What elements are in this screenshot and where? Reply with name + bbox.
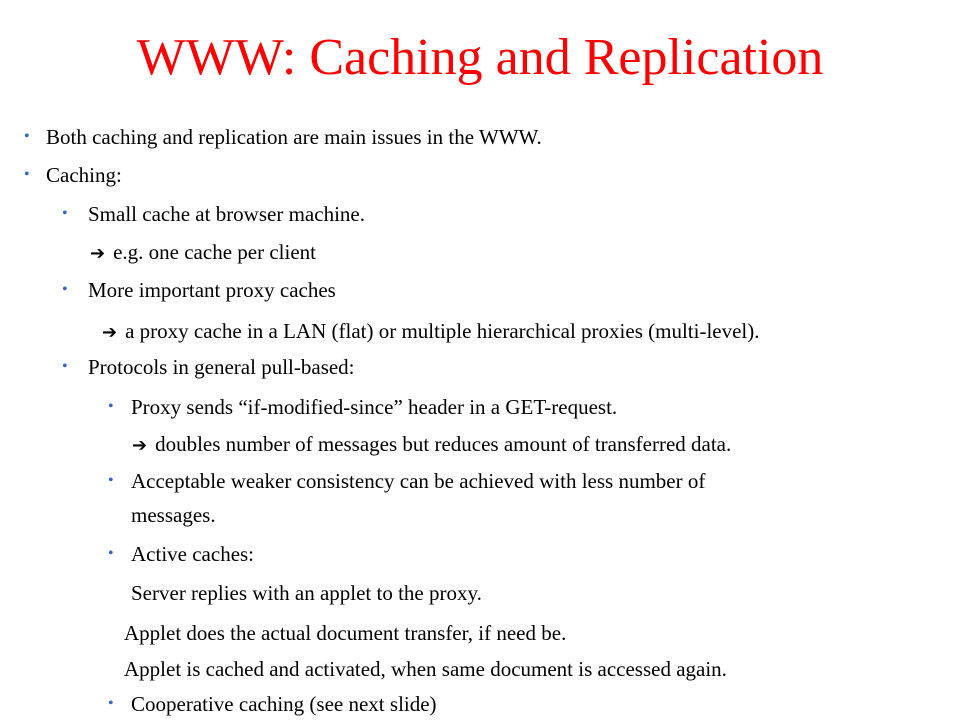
bullet-text: Protocols in general pull-based: <box>88 355 355 379</box>
bullet-icon: • <box>62 358 68 375</box>
arrow-right-icon: ➔ <box>102 322 118 343</box>
bullet-icon: • <box>24 128 30 145</box>
bullet-text: Active caches: <box>131 542 255 566</box>
bullet-text: Proxy sends “if-modified-since” header in a GET-request. <box>131 395 618 419</box>
bullet-icon: • <box>62 205 68 222</box>
bullet-text: Small cache at browser machine. <box>88 202 365 226</box>
bullet-text: Caching: <box>46 163 122 187</box>
bullet-icon: • <box>62 281 68 298</box>
plain-text: Applet is cached and activated, when same document is accessed again. <box>124 657 727 681</box>
arrow-line <box>132 431 731 459</box>
arrow-text: doubles number of messages but reduces amount of transferred data. <box>155 432 732 456</box>
arrow-text: e.g. one cache per client <box>113 240 316 264</box>
arrow-right-icon: ➔ <box>90 243 106 264</box>
bullet-text: Both caching and replication are main issues in the WWW. <box>46 125 542 149</box>
bullet-icon: • <box>24 166 30 183</box>
plain-text: Server replies with an applet to the proxy. <box>131 581 482 605</box>
plain-text: Applet does the actual document transfer, if need be. <box>124 621 567 645</box>
arrow-line <box>102 318 760 346</box>
bullet-text: Acceptable weaker consistency can be achieved with less number of <box>131 469 706 493</box>
bullet-text: More important proxy caches <box>88 278 336 302</box>
bullet-text-continued: messages. <box>131 503 216 527</box>
bullet-icon: • <box>108 398 114 415</box>
arrow-line <box>90 239 316 267</box>
bullet-icon: • <box>108 695 114 712</box>
bullet-icon: • <box>108 545 114 562</box>
slide-title: WWW: Caching and Replication <box>136 29 824 86</box>
arrow-text: a proxy cache in a LAN (flat) or multiple hierarchical proxies (multi-level). <box>125 319 760 343</box>
bullet-text: Cooperative caching (see next slide) <box>131 692 437 716</box>
arrow-right-icon: ➔ <box>132 435 148 456</box>
bullet-icon: • <box>108 472 114 489</box>
